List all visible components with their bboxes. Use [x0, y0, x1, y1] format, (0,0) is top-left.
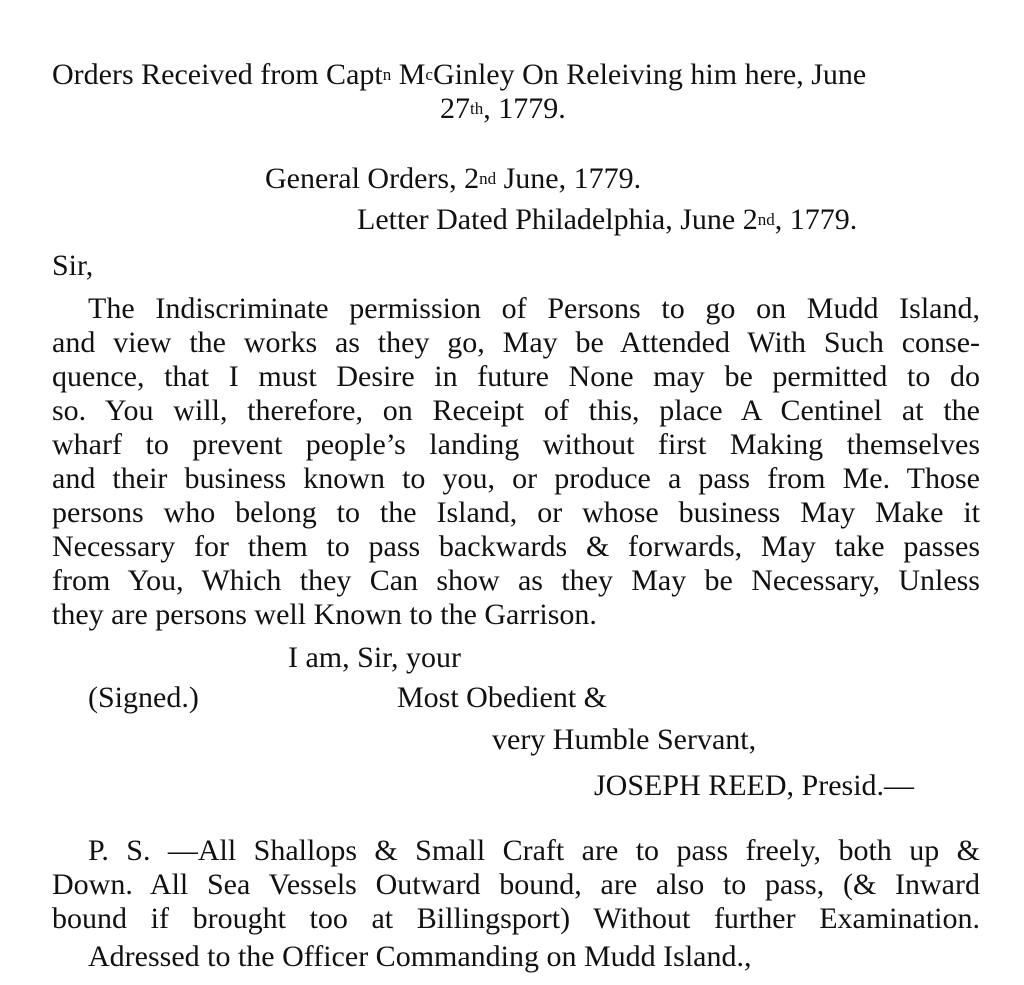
letter-dated-text1: Letter Dated Philadelphia, June 2 — [357, 203, 758, 236]
general-orders-text1: General Orders, 2 — [265, 162, 480, 195]
closing-line-2: Most Obedient & — [397, 681, 607, 714]
signature: JOSEPH REED, Presid.— — [594, 769, 915, 802]
postscript-line: P. S. —All Shallops & Small Craft are to pass freely, both up & — [88, 834, 980, 867]
general-orders-text2: June, 1779. — [496, 162, 642, 195]
body-line: they are persons well Known to the Garrison. — [52, 598, 597, 631]
title-sup-1: n — [382, 65, 392, 84]
title-line2-part2: , 1779. — [483, 92, 566, 125]
body-line: Necessary for them to pass backwards & forwards, May take passes — [52, 530, 980, 563]
title-text-part1: Orders Received from Capt — [52, 58, 383, 91]
letter-dated-text2: , 1779. — [774, 203, 858, 236]
body-line: and their business known to you, or produce a pass from Me. Those — [52, 462, 980, 495]
title-line2-part1: 27 — [440, 92, 470, 125]
body-line: wharf to prevent people’s landing without first Making themselves — [52, 428, 980, 461]
letter-dated-sup: nd — [757, 210, 775, 229]
general-orders-line — [265, 162, 641, 196]
title-sup-2: c — [425, 65, 433, 84]
title-line2-sup: th — [470, 99, 484, 118]
body-line: The Indiscriminate permission of Persons to go on Mudd Island, — [88, 292, 980, 325]
general-orders-sup: nd — [479, 169, 497, 188]
document-title — [52, 58, 866, 92]
title-text-part2: M — [391, 58, 426, 91]
letter-dated-line — [357, 203, 857, 237]
body-line: from You, Which they Can show as they May be Necessary, Unless — [52, 564, 980, 597]
signed-label: (Signed.) — [88, 681, 199, 714]
salutation: Sir, — [52, 249, 94, 282]
closing-line-3: very Humble Servant, — [492, 723, 757, 756]
body-line: and view the works as they go, May be Attended With Such conse- — [52, 326, 980, 359]
address-line: Adressed to the Officer Commanding on Mudd Island., — [88, 940, 752, 973]
title-text-part3: Ginley On Releiving him here, June — [432, 58, 867, 91]
body-line: so. You will, therefore, on Receipt of this, place A Centinel at the — [52, 394, 980, 427]
closing-line-1: I am, Sir, your — [288, 641, 461, 674]
postscript-line: bound if brought too at Billingsport) Without further Examination. — [52, 902, 980, 935]
body-line: persons who belong to the Island, or whose business May Make it — [52, 496, 980, 529]
body-line: quence, that I must Desire in future None may be permitted to do — [52, 360, 980, 393]
postscript-line: Down. All Sea Vessels Outward bound, are also to pass, (& Inward — [52, 868, 980, 901]
document-title-line2 — [440, 92, 566, 126]
